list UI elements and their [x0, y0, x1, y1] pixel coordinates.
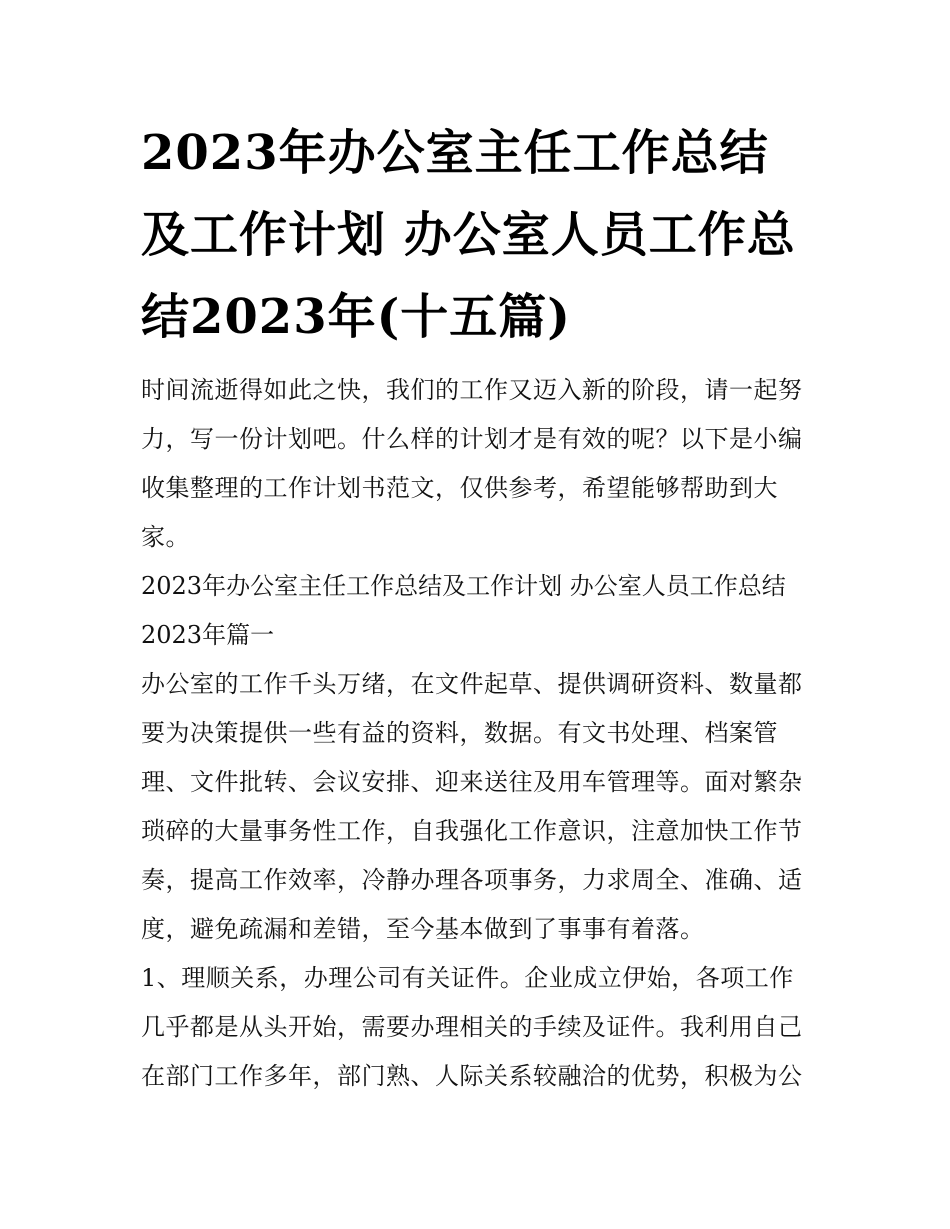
body-paragraph-1: 办公室的工作千头万绪，在文件起草、提供调研资料、数量都要为决策提供一些有益的资料，数据。有文书处理、档案管理、文件批转、会议安排、迎来送往及用车管理等。面对繁杂琐碎的大量事务性工作，自我强化工作意识，注意加快工作节奏，提高工作效率，冷静办理各项事务，力求周全、准确、适度，避免疏漏和差错，至今基本做到了事事有着落。: [141, 670, 803, 943]
body-paragraph-2: 1、理顺关系，办理公司有关证件。企业成立伊始，各项工作几乎都是从头开始，需要办理相关的手续及证件。我利用自己在部门工作多年，部门熟、人际关系较融洽的优势，积极为公: [141, 964, 803, 1090]
section-heading: 2023年办公室主任工作总结及工作计划 办公室人员工作总结2023年篇一: [141, 572, 786, 649]
intro-paragraph: 时间流逝得如此之快，我们的工作又迈入新的阶段，请一起努力，写一份计划吧。什么样的计划才是有效的呢？以下是小编收集整理的工作计划书范文，仅供参考，希望能够帮助到大家。: [141, 376, 803, 551]
title-spacer: [141, 358, 816, 366]
document-page: [141, 112, 816, 1101]
document-title: 2023年办公室主任工作总结及工作计划 办公室人员工作总结2023年(十五篇): [141, 125, 796, 345]
